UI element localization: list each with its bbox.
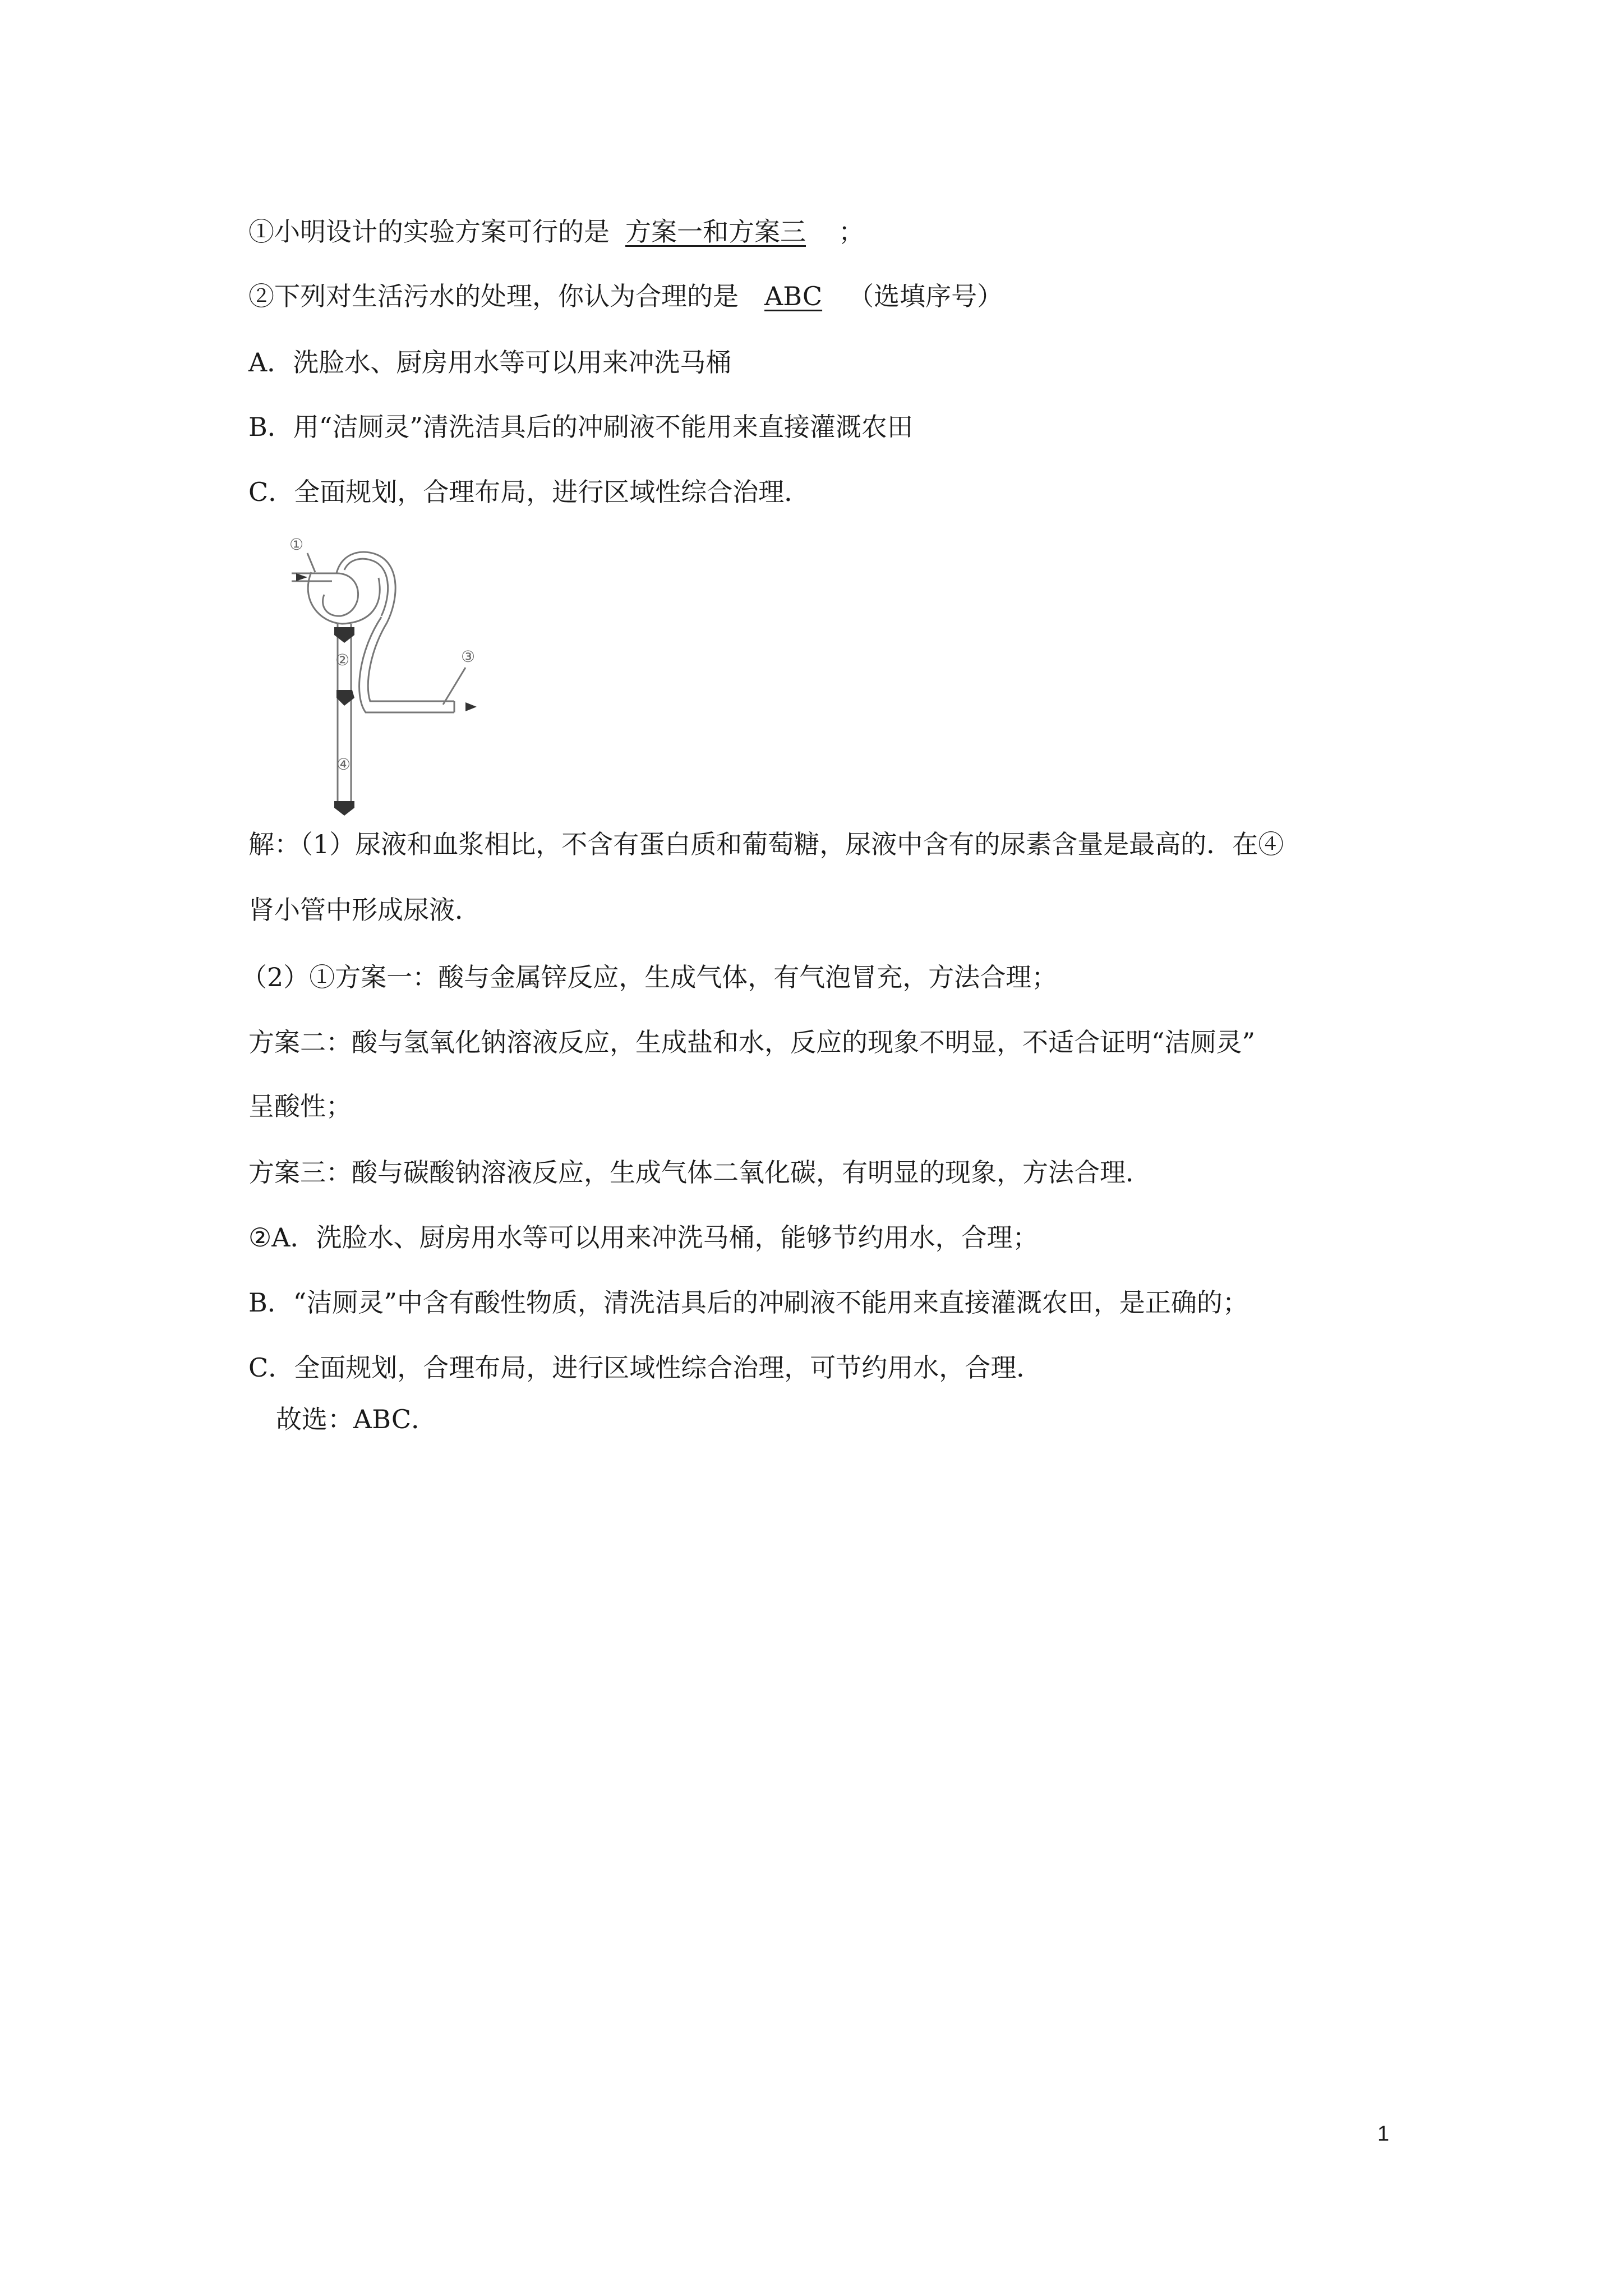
- efferent-vessel: [336, 552, 395, 623]
- leader-3: [443, 668, 465, 705]
- leader-1: [307, 553, 315, 572]
- question-2-line: [248, 279, 1003, 313]
- solution-line-3: （2）①方案一：酸与金属锌反应，生成气体，有气泡冒充，方法合理；: [241, 962, 1058, 992]
- peritubular-vessel-inner: [359, 617, 454, 712]
- solution-line-9: C．全面规划，合理布局，进行区域性综合治理，可节约用水，合理．: [248, 1352, 1043, 1383]
- label-4: ④: [336, 755, 351, 774]
- nephron-diagram-svg: [280, 527, 510, 819]
- question-1-text: ①小明设计的实验方案可行的是: [248, 217, 610, 247]
- inflow-arrow-icon: [296, 573, 307, 581]
- question-2-answer: ABC: [764, 281, 823, 311]
- glomerulus-outline: [323, 573, 358, 616]
- solution-line-5: 呈酸性；: [248, 1091, 352, 1121]
- question-1-line: [248, 215, 864, 249]
- page-number: 1: [1377, 2122, 1390, 2146]
- flow-arrow-down-3-icon: [334, 801, 354, 816]
- solution-line-8: B．“洁厕灵”中含有酸性物质，清洗洁具后的冲刷液不能用来直接灌溉农田，是正确的；: [248, 1287, 1248, 1318]
- solution-line-1: 解：（1）尿液和血浆相比，不含有蛋白质和葡萄糖，尿液中含有的尿素含量是最高的．在④: [248, 829, 1284, 859]
- question-2-suffix: （选填序号）: [848, 281, 1003, 311]
- question-2-text: ②下列对生活污水的处理，你认为合理的是: [248, 281, 739, 311]
- option-b: B．用“洁厕灵”清洗洁具后的冲刷液不能用来直接灌溉农田: [248, 412, 913, 442]
- label-3: ③: [461, 647, 476, 666]
- label-1: ①: [289, 535, 304, 554]
- option-c: C．全面规划，合理布局，进行区域性综合治理．: [248, 477, 810, 507]
- question-1-suffix: ；: [838, 217, 864, 247]
- label-2: ②: [335, 651, 350, 669]
- peritubular-vessel: [368, 623, 454, 701]
- solution-line-6: 方案三：酸与碳酸钠溶液反应，生成气体二氧化碳，有明显的现象，方法合理．: [248, 1157, 1151, 1188]
- efferent-vessel-inner: [344, 559, 388, 616]
- question-1-answer: 方案一和方案三: [625, 217, 806, 247]
- solution-line-7: ②A．洗脸水、厨房用水等可以用来冲洗马桶，能够节约用水，合理；: [248, 1222, 1039, 1253]
- solution-conclusion: 故选：ABC．: [276, 1404, 437, 1434]
- outflow-arrow-icon: [465, 702, 477, 711]
- solution-line-2: 肾小管中形成尿液．: [248, 895, 481, 925]
- nephron-diagram: [280, 527, 510, 819]
- solution-line-4: 方案二：酸与氢氧化钠溶液反应，生成盐和水，反应的现象不明显，不适合证明“洁厕灵”: [248, 1027, 1256, 1057]
- option-a: A．洗脸水、厨房用水等可以用来冲洗马桶: [248, 347, 732, 378]
